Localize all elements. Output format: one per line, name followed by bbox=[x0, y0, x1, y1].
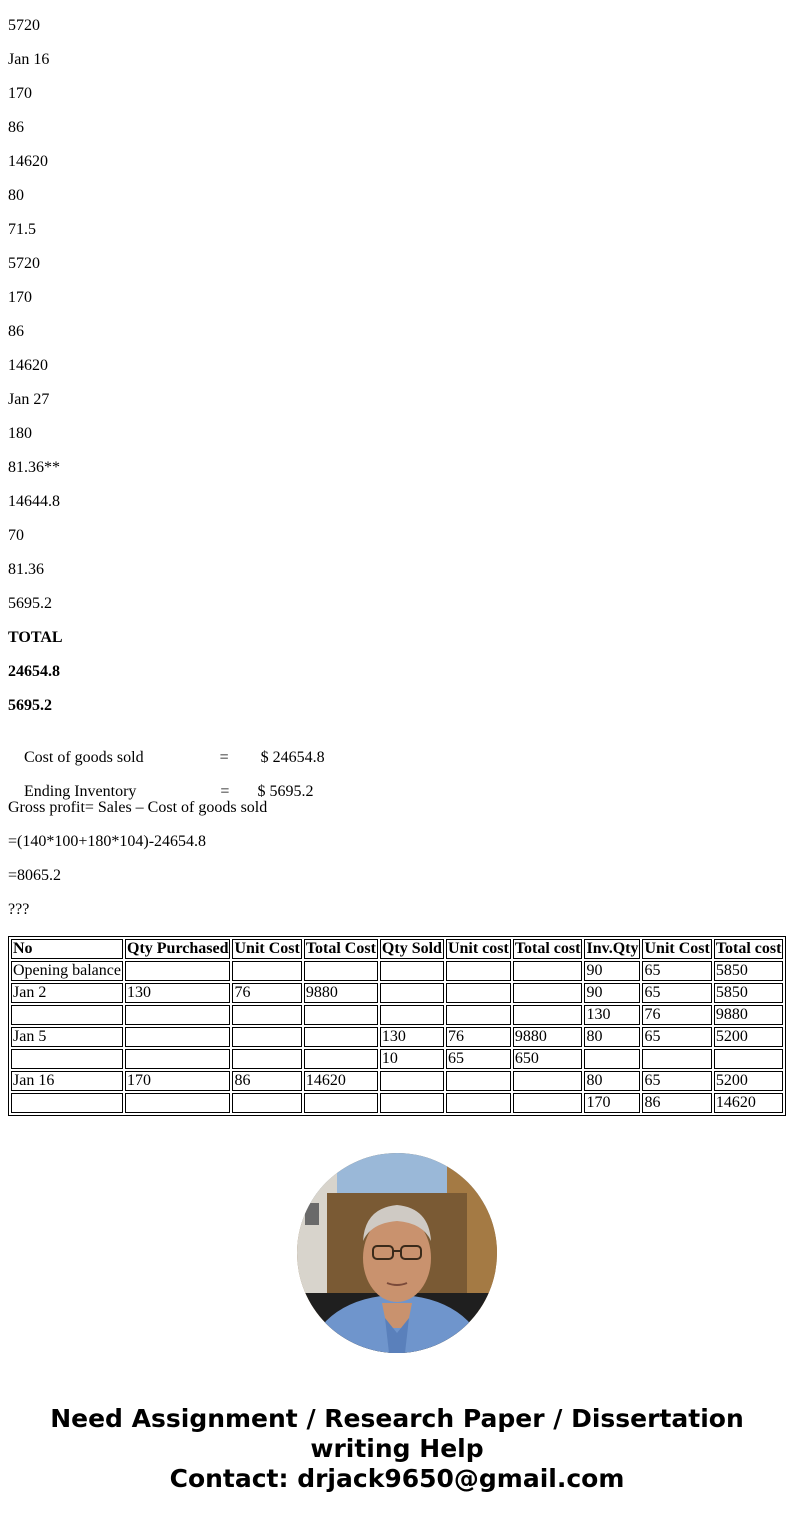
table-cell: 90 bbox=[584, 983, 640, 1003]
table-cell: 65 bbox=[642, 1071, 711, 1091]
promo-contact: Contact: drjack9650@gmail.com bbox=[169, 1464, 625, 1493]
table-cell: Jan 16 bbox=[11, 1071, 123, 1091]
table-cell bbox=[584, 1049, 640, 1069]
table-cell bbox=[642, 1049, 711, 1069]
table-cell bbox=[446, 1093, 511, 1113]
header-cell: Total Cost bbox=[305, 940, 376, 957]
table-cell bbox=[380, 1005, 444, 1025]
table-row bbox=[11, 1071, 783, 1091]
table-cell: 130 bbox=[584, 1005, 640, 1025]
header-cell: Qty Purchased bbox=[127, 940, 229, 957]
table-cell: 650 bbox=[513, 1049, 583, 1069]
person-portrait-icon bbox=[297, 1153, 497, 1353]
table-cell bbox=[513, 1005, 583, 1025]
table-cell: 170 bbox=[584, 1093, 640, 1113]
text-line: 86 bbox=[8, 119, 24, 136]
table-cell bbox=[380, 983, 444, 1003]
table-cell bbox=[11, 1005, 123, 1025]
table-header-row bbox=[11, 939, 783, 959]
table-cell: 76 bbox=[446, 1027, 511, 1047]
table-cell bbox=[232, 1049, 301, 1069]
table-cell bbox=[304, 961, 378, 981]
question-line: ??? bbox=[8, 901, 30, 918]
promo-line-2: writing Help bbox=[310, 1434, 484, 1463]
table-cell bbox=[380, 1071, 444, 1091]
table-cell: 76 bbox=[642, 1005, 711, 1025]
table-cell: Jan 2 bbox=[11, 983, 123, 1003]
text-line: Jan 16 bbox=[8, 51, 50, 68]
ending-value: = $ 5695.2 bbox=[220, 783, 314, 800]
text-line: 14620 bbox=[8, 357, 48, 374]
table-cell: 65 bbox=[446, 1049, 511, 1069]
table-cell: 5200 bbox=[714, 1071, 784, 1091]
header-cell: Qty Sold bbox=[381, 940, 442, 957]
table-cell: 80 bbox=[584, 1027, 640, 1047]
table-cell bbox=[232, 1005, 301, 1025]
table-cell: 65 bbox=[642, 961, 711, 981]
table-cell: 5200 bbox=[714, 1027, 784, 1047]
table-cell bbox=[304, 1005, 378, 1025]
total-cogs: 24654.8 bbox=[8, 663, 60, 680]
total-inventory: 5695.2 bbox=[8, 697, 52, 714]
text-line: 71.5 bbox=[8, 221, 36, 238]
text-line: Jan 27 bbox=[8, 391, 50, 408]
table-cell bbox=[446, 1005, 511, 1025]
text-line: 170 bbox=[8, 289, 32, 306]
table-row-group bbox=[11, 1027, 783, 1069]
table-cell bbox=[11, 1049, 123, 1069]
table-cell: 86 bbox=[232, 1071, 301, 1091]
text-line: 5720 bbox=[8, 17, 40, 34]
avatar bbox=[297, 1153, 497, 1353]
table-cell bbox=[125, 1005, 230, 1025]
table-cell bbox=[125, 1093, 230, 1113]
text-line: 14644.8 bbox=[8, 493, 60, 510]
text-line: 14620 bbox=[8, 153, 48, 170]
table-cell bbox=[446, 983, 511, 1003]
cogs-label: Cost of goods sold bbox=[24, 749, 144, 766]
table-cell bbox=[714, 1049, 784, 1069]
table-cell: 65 bbox=[642, 1027, 711, 1047]
table-cell bbox=[125, 1049, 230, 1069]
formula-line: =(140*100+180*104)-24654.8 bbox=[8, 833, 207, 850]
table-row bbox=[11, 983, 783, 1003]
cogs-value: = $ 24654.8 bbox=[219, 749, 325, 766]
table-cell: 10 bbox=[380, 1049, 444, 1069]
table-cell: 130 bbox=[125, 983, 230, 1003]
table-cell: Jan 5 bbox=[11, 1027, 123, 1047]
text-line: 170 bbox=[8, 85, 32, 102]
table-cell: 86 bbox=[642, 1093, 711, 1113]
text-line: 180 bbox=[8, 425, 32, 442]
table-cell bbox=[304, 1049, 378, 1069]
table-cell bbox=[513, 983, 583, 1003]
header-cell: Total cost bbox=[715, 940, 782, 957]
table-cell bbox=[513, 1093, 583, 1113]
table-cell bbox=[446, 961, 511, 981]
gross-profit-line: Gross profit= Sales – Cost of goods sold bbox=[8, 799, 268, 816]
table-cell: Opening balance bbox=[11, 961, 123, 981]
table-cell bbox=[125, 961, 230, 981]
table-cell: 76 bbox=[232, 983, 301, 1003]
text-line: 81.36** bbox=[8, 459, 60, 476]
table-cell: 90 bbox=[584, 961, 640, 981]
table-cell: 130 bbox=[380, 1027, 444, 1047]
table-cell: 80 bbox=[584, 1071, 640, 1091]
text-line: 70 bbox=[8, 527, 24, 544]
header-cell: Unit cost bbox=[447, 940, 509, 957]
promo-banner bbox=[0, 1404, 794, 1494]
table-cell bbox=[125, 1027, 230, 1047]
text-line: 80 bbox=[8, 187, 24, 204]
header-cell: No bbox=[11, 939, 123, 959]
table-cell bbox=[380, 1093, 444, 1113]
table-cell bbox=[11, 1093, 123, 1113]
table-cell bbox=[513, 1071, 583, 1091]
table-cell: 9880 bbox=[513, 1027, 583, 1047]
inventory-ledger-table bbox=[8, 936, 786, 1116]
table-cell: 14620 bbox=[304, 1071, 378, 1091]
table-row-group bbox=[11, 961, 783, 981]
table-cell bbox=[232, 1027, 301, 1047]
table-row bbox=[11, 1093, 783, 1113]
table-row bbox=[11, 1027, 783, 1047]
table-row-group bbox=[11, 983, 783, 1025]
table-cell bbox=[304, 1027, 378, 1047]
text-line: 5720 bbox=[8, 255, 40, 272]
table-cell bbox=[304, 1093, 378, 1113]
text-line: 5695.2 bbox=[8, 595, 52, 612]
text-line: 81.36 bbox=[8, 561, 44, 578]
table-cell: 14620 bbox=[714, 1093, 784, 1113]
table-row bbox=[11, 1049, 783, 1069]
table-cell: 5850 bbox=[714, 983, 784, 1003]
table-cell bbox=[232, 961, 301, 981]
header-cell: Total cost bbox=[514, 940, 581, 957]
table-row-group bbox=[11, 1071, 783, 1113]
table-cell bbox=[232, 1093, 301, 1113]
table-cell: 65 bbox=[642, 983, 711, 1003]
table-row bbox=[11, 961, 783, 981]
table-cell: 170 bbox=[125, 1071, 230, 1091]
table-cell: 9880 bbox=[714, 1005, 784, 1025]
promo-line-1: Need Assignment / Research Paper / Dissertation bbox=[50, 1404, 744, 1433]
header-cell: Unit Cost bbox=[234, 940, 300, 957]
result-line: =8065.2 bbox=[8, 867, 62, 884]
header-cell: Unit Cost bbox=[644, 940, 710, 957]
table-cell bbox=[513, 961, 583, 981]
ending-label: Ending Inventory bbox=[24, 783, 137, 800]
header-cell: Inv.Qty bbox=[586, 940, 639, 957]
table-cell: 9880 bbox=[304, 983, 378, 1003]
table-cell bbox=[380, 961, 444, 981]
table-cell: 5850 bbox=[714, 961, 784, 981]
text-line: 86 bbox=[8, 323, 24, 340]
table-row bbox=[11, 1005, 783, 1025]
total-label: TOTAL bbox=[8, 629, 63, 646]
table-cell bbox=[446, 1071, 511, 1091]
